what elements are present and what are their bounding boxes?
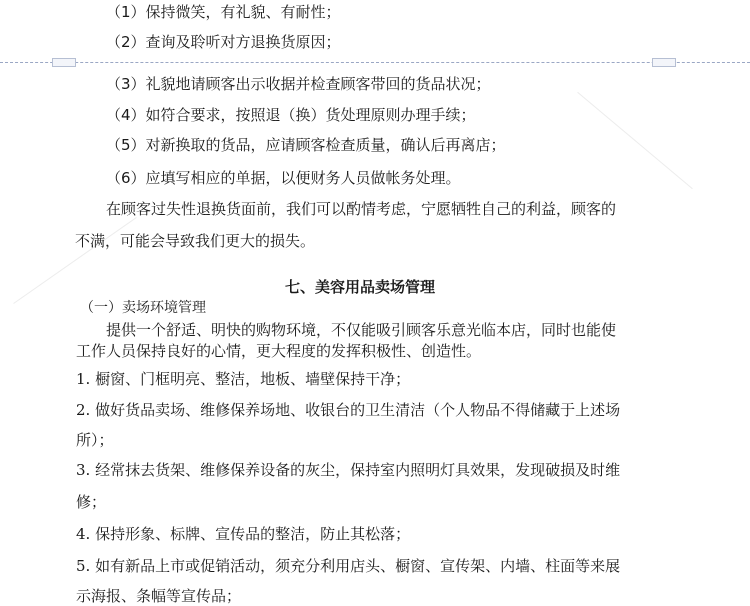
list-item: 1. 橱窗、门框明亮、整洁，地板、墙壁保持干净； [76,370,411,388]
paragraph-line: 不满，可能会导致我们更大的损失。 [75,232,316,250]
list-item-continuation: 所）； [76,431,114,449]
list-item: 5. 如有新品上市或促销活动，须充分利用店头、橱窗、宣传架、内墙、柱面等来展 [76,557,621,575]
list-item: 4. 保持形象、标牌、宣传品的整洁，防止其松落； [76,525,411,543]
list-item: 2. 做好货品卖场、维修保养场地、收银台的卫生清洁（个人物品不得储藏于上述场 [76,401,621,419]
list-item: （1）保持微笑，有礼貌、有耐性； [106,3,341,21]
page-break-marker-left [52,58,76,67]
list-item: （4）如符合要求，按照退（换）货处理原则办理手续； [106,106,476,124]
page-break-marker-right [652,58,676,67]
list-item: 3. 经常抹去货架、维修保养设备的灰尘，保持室内照明灯具效果，发现破损及时维 [76,461,621,479]
list-item: （3）礼貌地请顾客出示收据并检查顾客带回的货品状况； [106,75,491,93]
list-item: （2）查询及聆听对方退换货原因； [106,33,341,51]
paragraph-line: 在顾客过失性退换货面前，我们可以酌情考虑，宁愿牺牲自己的利益，顾客的 [106,200,617,218]
section-subtitle: （一）卖场环境管理 [80,300,206,316]
intro-line: 工作人员保持良好的心情，更大程度的发挥积极性、创造性。 [76,342,482,360]
list-item: （6）应填写相应的单据，以便财务人员做帐务处理。 [106,169,461,187]
list-item: （5）对新换取的货品，应请顾客检查质量，确认后再离店； [106,136,506,154]
intro-line: 提供一个舒适、明快的购物环境，不仅能吸引顾客乐意光临本店，同时也能使 [106,321,617,339]
list-item-continuation: 修； [76,493,107,511]
list-item-continuation: 示海报、条幅等宣传品； [76,587,242,605]
page-break-line [0,62,750,63]
watermark-stroke [577,92,693,189]
section-title: 七、美容用品卖场管理 [285,278,436,296]
